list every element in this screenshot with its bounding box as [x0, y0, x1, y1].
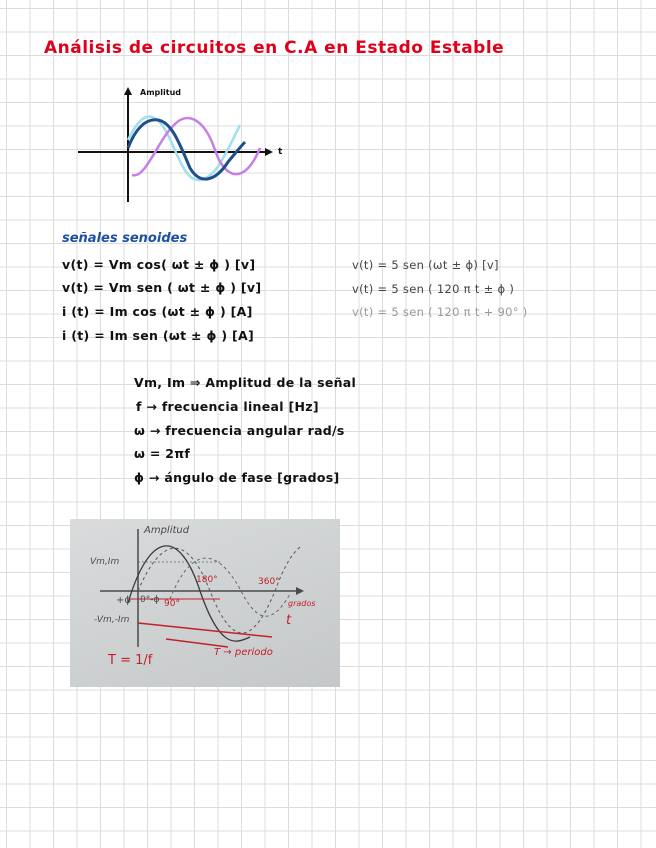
- equation-left-1: v(t) = Vm cos( ωt ± ϕ ) [v]: [62, 257, 256, 272]
- photo-zero-phi-label: 0°-ϕ: [140, 595, 160, 605]
- definition-2: f → frecuencia lineal [Hz]: [136, 399, 319, 414]
- definition-3: ω → frecuencia angular rad/s: [134, 423, 345, 438]
- photo-lower-line: [166, 639, 228, 647]
- y-axis-label: Amplitud: [140, 88, 181, 97]
- definition-4: ω = 2πf: [134, 446, 191, 461]
- equation-right-3: v(t) = 5 sen ( 120 π t + 90° ): [352, 305, 528, 319]
- y-axis-arrow: [124, 87, 132, 95]
- photo-period-line: [138, 623, 272, 637]
- equation-right-1: v(t) = 5 sen (ωt ± ϕ) [v]: [352, 258, 499, 272]
- equation-left-3: i (t) = Im cos (ωt ± ϕ ) [A]: [62, 304, 253, 319]
- equation-left-4: i (t) = Im sen (ωt ± ϕ ) [A]: [62, 328, 255, 343]
- photo-vm-label: Vm,Im: [90, 557, 120, 567]
- photo-t-label: t: [286, 613, 292, 628]
- definition-1: Vm, Im ⇒ Amplitud de la señal: [134, 375, 357, 390]
- photo-360-label: 360°: [258, 577, 280, 587]
- photo-amplitude-label: Amplitud: [144, 525, 190, 536]
- whiteboard-photo: [70, 519, 340, 687]
- photo-phi-label: +ϕ: [116, 595, 131, 606]
- photo-grados-label: grados: [288, 599, 316, 608]
- photo-180-label: 180°: [196, 575, 218, 585]
- x-axis-arrow: [265, 148, 273, 156]
- page-title: Análisis de circuitos en C.A en Estado Estable: [44, 38, 505, 58]
- photo-t-formula: T = 1/f: [108, 653, 153, 668]
- photo-x-axis-arrow: [296, 587, 304, 595]
- equation-left-2: v(t) = Vm sen ( ωt ± ϕ ) [v]: [62, 280, 262, 295]
- photo-period-label: T → periodo: [214, 647, 273, 658]
- equation-right-2: v(t) = 5 sen ( 120 π t ± ϕ ): [352, 282, 515, 296]
- x-axis-label: t: [278, 147, 283, 157]
- photo-wave-solid: [128, 546, 250, 641]
- sine-waves-graph: [70, 80, 300, 210]
- photo-wave-dashed-1: [138, 547, 300, 633]
- photo-90-label: 90°: [164, 599, 180, 609]
- photo-neg-vm-label: -Vm,-Im: [94, 615, 130, 625]
- definition-5: ϕ → ángulo de fase [grados]: [134, 470, 340, 485]
- photo-wave-dashed-2: [170, 558, 290, 616]
- section-label: señales senoides: [62, 231, 188, 246]
